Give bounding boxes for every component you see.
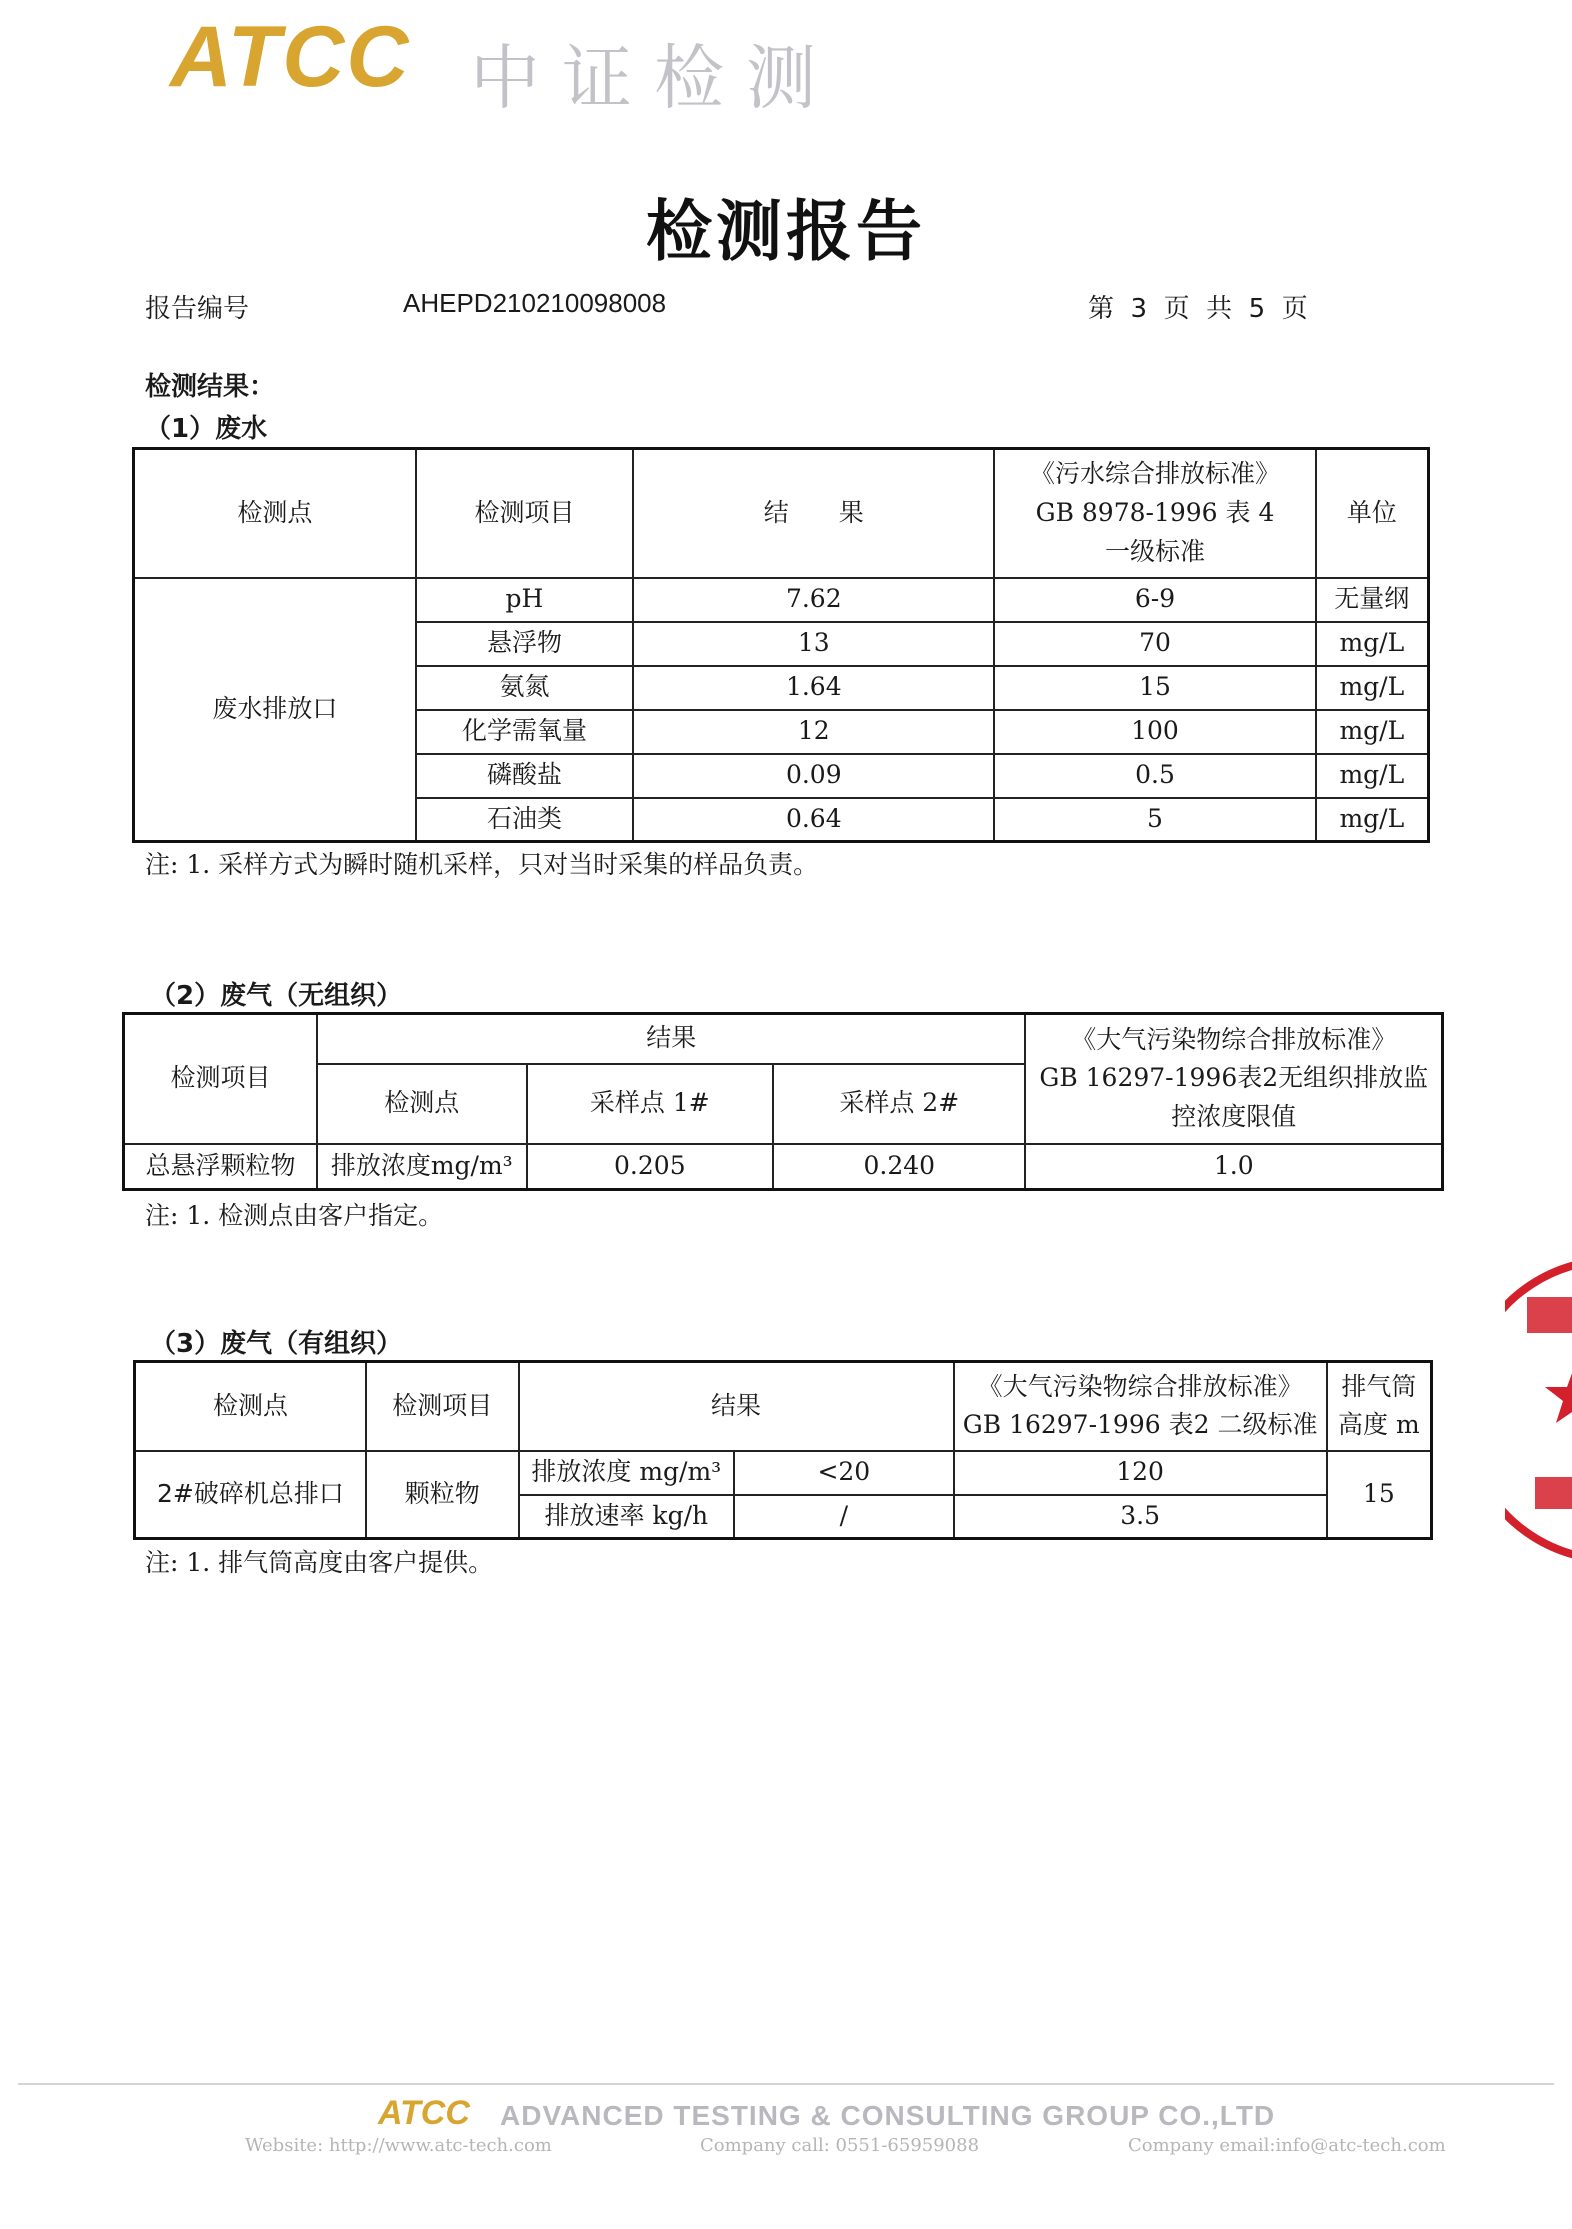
organized-table — [133, 1360, 1433, 1540]
result-cell: 1.64 — [633, 666, 994, 710]
point-cell: 排放浓度mg/m³ — [317, 1144, 527, 1190]
standard-line-2: GB 16297-1996 表2 二级标准 — [962, 1410, 1318, 1440]
report-number: AHEPD210210098008 — [403, 288, 667, 318]
unit-cell: mg/L — [1316, 798, 1429, 842]
header-unit: 单位 — [1316, 449, 1429, 578]
header-point: 检测点 — [317, 1064, 527, 1144]
unit-cell: mg/L — [1316, 754, 1429, 798]
table-row — [134, 578, 1429, 622]
standard-line-3: 控浓度限值 — [1171, 1102, 1297, 1132]
header-result: 结 果 — [633, 449, 994, 578]
report-number-label: 报告编号 — [145, 294, 250, 324]
result-cell: 7.62 — [633, 578, 994, 622]
limit-cell: 15 — [994, 666, 1315, 710]
fugitive-table — [122, 1012, 1444, 1191]
limit-cell: 0.5 — [994, 754, 1315, 798]
header-item: 检测项目 — [124, 1014, 317, 1144]
unit-cell: 无量纲 — [1316, 578, 1429, 622]
fugitive-heading: （2）废气（无组织） — [150, 981, 403, 1011]
header-standard — [994, 449, 1315, 578]
organized-note: 注: 1. 排气筒高度由客户提供。 — [145, 1548, 494, 1577]
item-cell: 总悬浮颗粒物 — [124, 1144, 317, 1190]
standard-line-2: GB 8978-1996 表 4 — [1035, 497, 1275, 527]
point-cell: 废水排放口 — [134, 578, 416, 842]
item-cell: 悬浮物 — [416, 622, 633, 666]
report-title: 检测报告 — [646, 193, 926, 270]
footer-phone: Company call: 0551-65959088 — [700, 2135, 980, 2156]
header-result: 结果 — [519, 1362, 954, 1451]
limit-cell: 120 — [954, 1451, 1327, 1495]
header-point: 检测点 — [135, 1362, 366, 1451]
point-cell: 2#破碎机总排口 — [135, 1451, 366, 1539]
header-sample-point-1: 采样点 1# — [527, 1064, 773, 1144]
result-cell: <20 — [734, 1451, 953, 1495]
limit-cell: 1.0 — [1025, 1144, 1442, 1190]
standard-line-1: 《大气污染物综合排放标准》 — [1071, 1024, 1397, 1054]
stack-line-1: 排气筒 — [1341, 1371, 1417, 1401]
wastewater-table — [132, 447, 1430, 843]
organized-heading: （3）废气（有组织） — [150, 1329, 403, 1359]
limit-cell: 70 — [994, 622, 1315, 666]
footer-website: Website: http://www.atc-tech.com — [245, 2135, 552, 2156]
param-cell: 排放浓度 mg/m³ — [519, 1451, 735, 1495]
result-cell: 0.09 — [633, 754, 994, 798]
table-row — [135, 1451, 1432, 1495]
item-cell: 磷酸盐 — [416, 754, 633, 798]
standard-line-1: 《污水综合排放标准》 — [1029, 459, 1280, 489]
limit-cell: 3.5 — [954, 1495, 1327, 1539]
header-standard — [1025, 1014, 1442, 1144]
stack-height-cell: 15 — [1327, 1451, 1432, 1539]
header-stack-height — [1327, 1362, 1432, 1451]
item-cell: 石油类 — [416, 798, 633, 842]
wastewater-heading: （1）废水 — [145, 414, 268, 444]
result-cell: 13 — [633, 622, 994, 666]
footer-divider — [18, 2083, 1554, 2085]
table-row — [124, 1144, 1443, 1190]
standard-line-1: 《大气污染物综合排放标准》 — [977, 1371, 1303, 1401]
item-cell: 颗粒物 — [366, 1451, 519, 1539]
standard-line-2: GB 16297-1996表2无组织排放监 — [1039, 1063, 1429, 1093]
stack-line-2: 高度 m — [1338, 1410, 1420, 1440]
header-point: 检测点 — [134, 449, 416, 578]
header-item: 检测项目 — [366, 1362, 519, 1451]
item-cell: pH — [416, 578, 633, 622]
limit-cell: 5 — [994, 798, 1315, 842]
results-heading: 检测结果： — [145, 372, 276, 402]
item-cell: 氨氮 — [416, 666, 633, 710]
result-cell: 0.64 — [633, 798, 994, 842]
value-cell: 0.240 — [773, 1144, 1025, 1190]
limit-cell: 6-9 — [994, 578, 1315, 622]
fugitive-note: 注: 1. 检测点由客户指定。 — [145, 1201, 444, 1230]
param-cell: 排放速率 kg/h — [519, 1495, 735, 1539]
page-indicator: 第 3 页 共 5 页 — [1088, 294, 1308, 324]
footer-email: Company email:info@atc-tech.com — [1128, 2135, 1446, 2156]
official-seal-icon — [1505, 1255, 1572, 1565]
header-item: 检测项目 — [416, 449, 633, 578]
result-cell: / — [734, 1495, 953, 1539]
unit-cell: mg/L — [1316, 666, 1429, 710]
atcc-logo: ATCC — [170, 9, 411, 105]
unit-cell: mg/L — [1316, 622, 1429, 666]
unit-cell: mg/L — [1316, 710, 1429, 754]
company-name-cn: 中证检测 — [470, 37, 838, 119]
standard-line-3: 一级标准 — [1104, 536, 1205, 566]
footer-logo: ATCC — [378, 2094, 470, 2132]
footer-company: ADVANCED TESTING & CONSULTING GROUP CO.,LTD — [500, 2100, 1276, 2131]
header-standard — [954, 1362, 1327, 1451]
wastewater-note: 注: 1. 采样方式为瞬时随机采样，只对当时采集的样品负责。 — [145, 850, 819, 879]
header-sample-point-2: 采样点 2# — [773, 1064, 1025, 1144]
limit-cell: 100 — [994, 710, 1315, 754]
item-cell: 化学需氧量 — [416, 710, 633, 754]
result-cell: 12 — [633, 710, 994, 754]
header-result: 结果 — [317, 1014, 1026, 1064]
value-cell: 0.205 — [527, 1144, 773, 1190]
